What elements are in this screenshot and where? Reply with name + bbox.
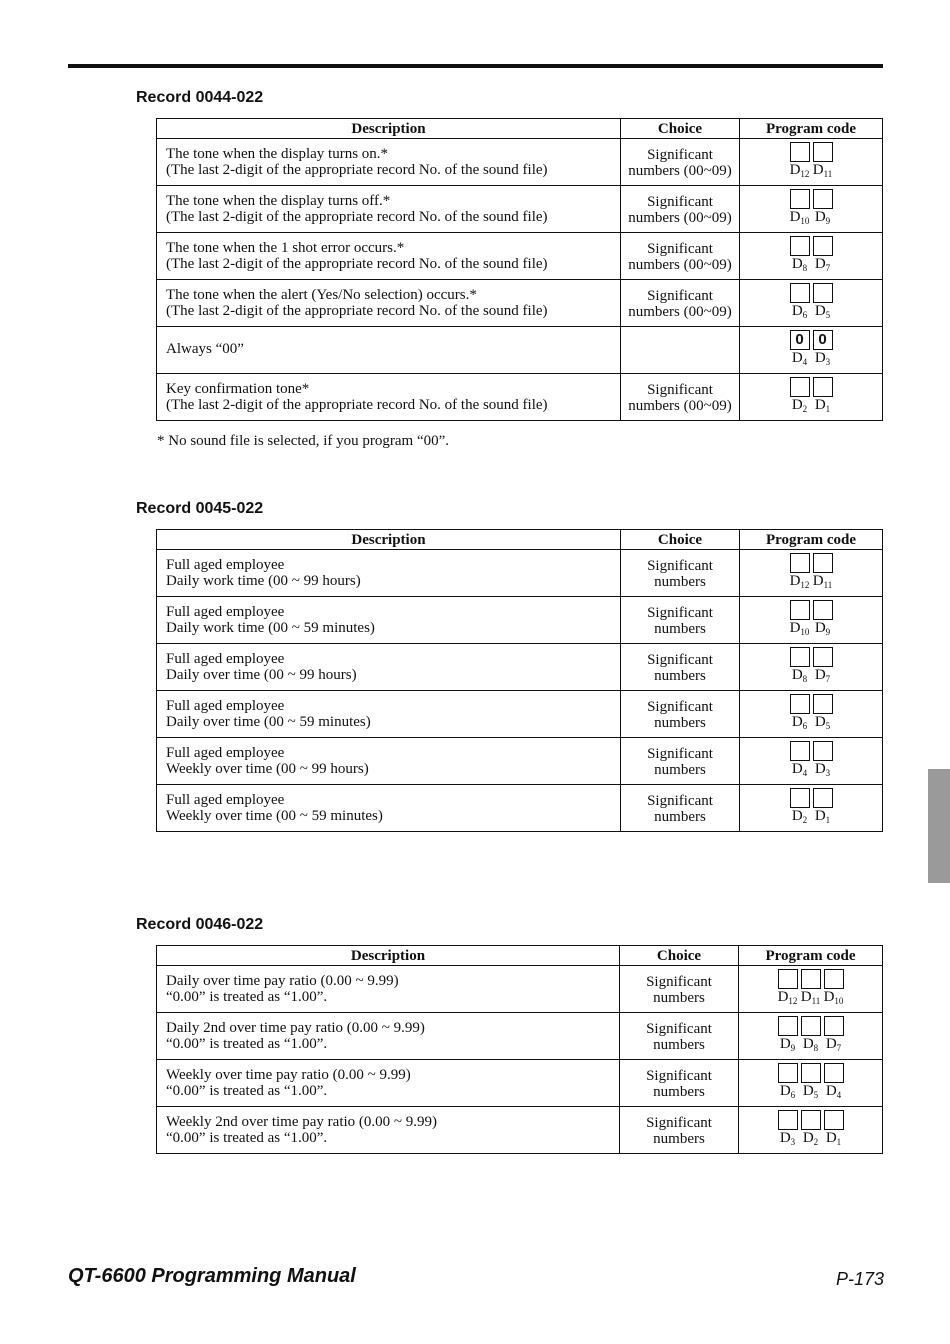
digit-label: $D_7$ [814, 256, 831, 273]
description-cell [157, 691, 621, 738]
digit-index: 11 [823, 169, 833, 179]
digit-label: $D_9$ [779, 1036, 796, 1053]
table-row [157, 785, 883, 832]
program-code-cell [740, 644, 883, 691]
choice-line: Significant [647, 241, 713, 257]
table-header-row [157, 530, 883, 550]
program-code-box [790, 647, 810, 667]
program-code-box [813, 236, 833, 256]
program-code-box [813, 142, 833, 162]
choice-cell [621, 738, 740, 785]
choice-cell [620, 966, 739, 1013]
choice-line: Significant [647, 382, 713, 398]
digit-index: 8 [813, 1043, 819, 1053]
program-code-boxes [739, 1110, 882, 1130]
digit-label: $D_4$ [791, 350, 808, 367]
description-line: “0.00” is treated as “1.00”. [166, 1130, 328, 1146]
digit-index: 7 [836, 1043, 842, 1053]
digit-index: 11 [823, 580, 833, 590]
choice-line: Significant [647, 194, 713, 210]
digit-index: 10 [834, 996, 844, 1006]
description-line: Key confirmation tone* [166, 381, 310, 397]
description-line: “0.00” is treated as “1.00”. [166, 1083, 328, 1099]
table-row [157, 1060, 883, 1107]
digit-label: $D_7$ [825, 1036, 842, 1053]
table-row [157, 644, 883, 691]
description-line: Full aged employee [166, 651, 285, 667]
footnote: * No sound file is selected, if you program “00”. [157, 433, 450, 449]
digit-labels [740, 668, 882, 687]
digit-label: $D_1$ [814, 397, 831, 414]
program-code-boxes [740, 330, 882, 350]
description-line: Full aged employee [166, 745, 285, 761]
program-code-box [790, 788, 810, 808]
digit-label: $D_{11}$ [800, 989, 821, 1006]
description-line: Daily 2nd over time pay ratio (0.00 ~ 9.99) [166, 1020, 425, 1036]
digit-index: 12 [800, 580, 810, 590]
choice-cell [621, 644, 740, 691]
digit-labels [739, 1084, 882, 1103]
program-code-box [778, 1063, 798, 1083]
digit-label: $D_6$ [791, 714, 808, 731]
record-title: Record 0046-022 [136, 916, 264, 933]
program-code-box [813, 377, 833, 397]
choice-line: numbers [654, 715, 706, 731]
digit-labels [740, 715, 882, 734]
digit-index: 4 [802, 768, 808, 778]
digit-index: 5 [813, 1090, 819, 1100]
program-code-box [778, 969, 798, 989]
top-rule [68, 64, 883, 68]
digit-index: 8 [802, 674, 808, 684]
digit-label: $D_{11}$ [812, 162, 833, 179]
digit-labels [739, 1131, 882, 1150]
choice-cell [621, 280, 740, 327]
column-header-description: Description [157, 530, 621, 550]
digit-index: 9 [825, 216, 831, 226]
program-code-cell [740, 374, 883, 421]
digit-label: $D_3$ [814, 350, 831, 367]
column-header-program-code: Program code [740, 530, 883, 550]
program-code-boxes [740, 600, 882, 620]
program-code-boxes [740, 283, 882, 303]
digit-label: $D_2$ [802, 1130, 819, 1147]
choice-cell [621, 186, 740, 233]
description-line: Daily work time (00 ~ 99 hours) [166, 573, 361, 589]
record-table [156, 529, 883, 832]
digit-label: $D_5$ [802, 1083, 819, 1100]
description-line: (The last 2-digit of the appropriate record No. of the sound file) [166, 397, 548, 413]
program-code-box [790, 189, 810, 209]
description-line: “0.00” is treated as “1.00”. [166, 1036, 328, 1052]
choice-cell [621, 374, 740, 421]
program-code-box [813, 788, 833, 808]
table-row [157, 1107, 883, 1154]
choice-line: Significant [647, 746, 713, 762]
table-row [157, 1013, 883, 1060]
digit-index: 6 [802, 310, 808, 320]
digit-index: 4 [836, 1090, 842, 1100]
choice-line: numbers (00~09) [628, 163, 732, 179]
description-cell [157, 597, 621, 644]
description-line: The tone when the 1 shot error occurs.* [166, 240, 405, 256]
digit-labels [740, 351, 882, 370]
program-code-box [813, 647, 833, 667]
program-code-box [813, 600, 833, 620]
program-code-box [778, 1110, 798, 1130]
program-code-boxes [740, 741, 882, 761]
choice-cell [620, 1013, 739, 1060]
column-header-description: Description [157, 119, 621, 139]
program-code-box [824, 1016, 844, 1036]
digit-label: $D_{10}$ [823, 989, 844, 1006]
choice-line: numbers [654, 621, 706, 637]
table-row [157, 139, 883, 186]
page-number: P-173 [836, 1269, 885, 1289]
description-line: Full aged employee [166, 792, 285, 808]
column-header-choice: Choice [620, 946, 739, 966]
digit-label: $D_8$ [802, 1036, 819, 1053]
digit-index: 6 [802, 721, 808, 731]
digit-label: $D_4$ [791, 761, 808, 778]
table-row [157, 738, 883, 785]
description-line: Daily over time (00 ~ 99 hours) [166, 667, 357, 683]
choice-cell [621, 139, 740, 186]
table-row [157, 550, 883, 597]
digit-label: $D_7$ [814, 667, 831, 684]
description-line: The tone when the display turns on.* [166, 146, 389, 162]
program-code-box [801, 1063, 821, 1083]
program-code-cell [740, 597, 883, 644]
description-line: Weekly 2nd over time pay ratio (0.00 ~ 9.99) [166, 1114, 438, 1130]
digit-labels [740, 574, 882, 593]
digit-label: $D_{12}$ [789, 573, 810, 590]
digit-labels [740, 163, 882, 182]
choice-line: numbers [654, 762, 706, 778]
description-line: (The last 2-digit of the appropriate record No. of the sound file) [166, 209, 548, 225]
table-row [157, 233, 883, 280]
description-line: Daily work time (00 ~ 59 minutes) [166, 620, 375, 636]
program-code-box [778, 1016, 798, 1036]
choice-line: numbers [653, 1037, 705, 1053]
description-line: (The last 2-digit of the appropriate record No. of the sound file) [166, 256, 548, 272]
program-code-boxes [740, 788, 882, 808]
program-code-boxes [740, 694, 882, 714]
program-code-box [801, 1110, 821, 1130]
digit-labels [740, 762, 882, 781]
record-table [156, 118, 883, 421]
choice-line: numbers [654, 668, 706, 684]
table-row [157, 597, 883, 644]
program-code-cell [740, 691, 883, 738]
digit-label: $D_{10}$ [789, 209, 810, 226]
program-code-cell [739, 1107, 883, 1154]
digit-index: 8 [802, 263, 808, 273]
digit-label: $D_4$ [825, 1083, 842, 1100]
digit-index: 2 [802, 815, 808, 825]
digit-index: 1 [825, 404, 831, 414]
program-code-boxes [740, 377, 882, 397]
program-code-boxes [739, 1016, 882, 1036]
description-line: Weekly over time (00 ~ 99 hours) [166, 761, 369, 777]
description-cell [157, 186, 621, 233]
choice-line: Significant [647, 652, 713, 668]
manual-title: QT-6600 Programming Manual [68, 1265, 356, 1287]
digit-index: 3 [825, 357, 831, 367]
choice-line: Significant [647, 558, 713, 574]
description-cell [157, 327, 621, 374]
digit-label: $D_9$ [814, 209, 831, 226]
program-code-cell [740, 738, 883, 785]
digit-label: $D_5$ [814, 303, 831, 320]
program-code-box [790, 236, 810, 256]
program-code-cell [739, 1013, 883, 1060]
program-code-cell [740, 550, 883, 597]
choice-line: numbers [653, 1131, 705, 1147]
digit-label: $D_{12}$ [789, 162, 810, 179]
digit-labels [740, 809, 882, 828]
digit-labels [739, 1037, 882, 1056]
description-line: Full aged employee [166, 604, 285, 620]
description-line: Always “00” [166, 341, 244, 357]
digit-label: $D_6$ [779, 1083, 796, 1100]
program-code-box [790, 600, 810, 620]
column-header-description: Description [157, 946, 620, 966]
program-code-cell [740, 139, 883, 186]
description-cell [157, 1013, 620, 1060]
program-code-box [824, 1110, 844, 1130]
choice-line: Significant [647, 793, 713, 809]
program-code-boxes [740, 553, 882, 573]
digit-index: 12 [800, 169, 810, 179]
digit-label: $D_9$ [814, 620, 831, 637]
program-code-box [801, 969, 821, 989]
description-line: (The last 2-digit of the appropriate record No. of the sound file) [166, 162, 548, 178]
digit-index: 3 [825, 768, 831, 778]
choice-line: Significant [647, 605, 713, 621]
chapter-side-tab [928, 769, 950, 883]
digit-label: $D_2$ [791, 808, 808, 825]
program-code-box [813, 694, 833, 714]
choice-cell [620, 1107, 739, 1154]
program-code-box [813, 741, 833, 761]
description-cell [157, 139, 621, 186]
choice-line: Significant [647, 288, 713, 304]
choice-line: Significant [647, 699, 713, 715]
digit-index: 2 [802, 404, 808, 414]
table-row [157, 327, 883, 374]
program-code-box [813, 189, 833, 209]
digit-labels [740, 210, 882, 229]
digit-labels [740, 304, 882, 323]
digit-index: 7 [825, 263, 831, 273]
program-code-box [790, 741, 810, 761]
record-table [156, 945, 883, 1154]
digit-index: 9 [790, 1043, 796, 1053]
description-line: The tone when the alert (Yes/No selection) occurs.* [166, 287, 477, 303]
program-code-box [801, 1016, 821, 1036]
choice-line: numbers [653, 990, 705, 1006]
program-code-boxes [740, 142, 882, 162]
program-code-cell [740, 280, 883, 327]
program-code-cell [740, 233, 883, 280]
program-code-boxes [739, 969, 882, 989]
digit-label: $D_8$ [791, 256, 808, 273]
choice-cell [621, 785, 740, 832]
digit-label: $D_{10}$ [789, 620, 810, 637]
choice-line: numbers (00~09) [628, 257, 732, 273]
digit-index: 4 [802, 357, 808, 367]
digit-labels [740, 257, 882, 276]
digit-index: 6 [790, 1090, 796, 1100]
description-cell [157, 374, 621, 421]
column-header-program-code: Program code [739, 946, 883, 966]
program-code-boxes [740, 236, 882, 256]
digit-index: 7 [825, 674, 831, 684]
digit-label: $D_6$ [791, 303, 808, 320]
choice-cell [620, 1060, 739, 1107]
program-code-box [790, 142, 810, 162]
digit-label: $D_5$ [814, 714, 831, 731]
program-code-box [824, 969, 844, 989]
program-code-boxes [739, 1063, 882, 1083]
choice-cell [621, 233, 740, 280]
record-title: Record 0044-022 [136, 89, 264, 106]
program-code-box [813, 283, 833, 303]
description-cell [157, 644, 621, 691]
program-code-box: 0 [790, 330, 810, 350]
digit-index: 3 [790, 1137, 796, 1147]
program-code-box [790, 377, 810, 397]
digit-label: $D_8$ [791, 667, 808, 684]
program-code-box [824, 1063, 844, 1083]
digit-index: 5 [825, 721, 831, 731]
description-cell [157, 550, 621, 597]
digit-label: $D_3$ [779, 1130, 796, 1147]
program-code-cell [740, 785, 883, 832]
digit-index: 10 [800, 216, 810, 226]
digit-index: 1 [836, 1137, 842, 1147]
choice-line: Significant [646, 1068, 712, 1084]
program-code-cell [739, 966, 883, 1013]
description-line: Daily over time pay ratio (0.00 ~ 9.99) [166, 973, 399, 989]
description-cell [157, 785, 621, 832]
choice-cell [621, 597, 740, 644]
choice-line: numbers (00~09) [628, 304, 732, 320]
choice-line: Significant [646, 1115, 712, 1131]
description-line: Full aged employee [166, 698, 285, 714]
description-cell [157, 1107, 620, 1154]
digit-label: $D_1$ [814, 808, 831, 825]
choice-line: Significant [646, 1021, 712, 1037]
digit-index: 1 [825, 815, 831, 825]
digit-index: 5 [825, 310, 831, 320]
digit-label: $D_{11}$ [812, 573, 833, 590]
digit-labels [740, 621, 882, 640]
description-line: Weekly over time (00 ~ 59 minutes) [166, 808, 383, 824]
description-cell [157, 966, 620, 1013]
description-line: (The last 2-digit of the appropriate record No. of the sound file) [166, 303, 548, 319]
choice-cell [621, 691, 740, 738]
record-title: Record 0045-022 [136, 500, 264, 517]
description-line: The tone when the display turns off.* [166, 193, 391, 209]
table-header-row [157, 119, 883, 139]
description-line: “0.00” is treated as “1.00”. [166, 989, 328, 1005]
column-header-choice: Choice [621, 119, 740, 139]
description-cell [157, 738, 621, 785]
table-row [157, 966, 883, 1013]
program-code-box: 0 [813, 330, 833, 350]
digit-label: $D_2$ [791, 397, 808, 414]
digit-index: 2 [813, 1137, 819, 1147]
description-cell [157, 1060, 620, 1107]
column-header-choice: Choice [621, 530, 740, 550]
digit-index: 12 [788, 996, 798, 1006]
table-row [157, 186, 883, 233]
table-header-row [157, 946, 883, 966]
description-line: Weekly over time pay ratio (0.00 ~ 9.99) [166, 1067, 411, 1083]
choice-line: numbers [653, 1084, 705, 1100]
choice-line: numbers [654, 809, 706, 825]
program-code-box [790, 283, 810, 303]
digit-index: 11 [811, 996, 821, 1006]
digit-index: 9 [825, 627, 831, 637]
description-cell [157, 233, 621, 280]
program-code-box [790, 694, 810, 714]
digit-labels [740, 398, 882, 417]
choice-line: numbers (00~09) [628, 210, 732, 226]
column-header-program-code: Program code [740, 119, 883, 139]
program-code-cell [739, 1060, 883, 1107]
digit-index: 10 [800, 627, 810, 637]
choice-line: numbers (00~09) [628, 398, 732, 414]
table-row [157, 691, 883, 738]
table-row [157, 280, 883, 327]
digit-label: $D_{12}$ [777, 989, 798, 1006]
digit-label: $D_1$ [825, 1130, 842, 1147]
description-line: Full aged employee [166, 557, 285, 573]
program-code-cell [740, 186, 883, 233]
program-code-box [790, 553, 810, 573]
choice-line: Significant [646, 974, 712, 990]
choice-cell [621, 327, 740, 374]
description-cell [157, 280, 621, 327]
digit-label: $D_3$ [814, 761, 831, 778]
description-line: Daily over time (00 ~ 59 minutes) [166, 714, 371, 730]
choice-line: numbers [654, 574, 706, 590]
digit-labels [739, 990, 882, 1009]
choice-line: Significant [647, 147, 713, 163]
program-code-boxes [740, 189, 882, 209]
program-code-boxes [740, 647, 882, 667]
program-code-cell [740, 327, 883, 374]
program-code-box [813, 553, 833, 573]
choice-cell [621, 550, 740, 597]
table-row [157, 374, 883, 421]
